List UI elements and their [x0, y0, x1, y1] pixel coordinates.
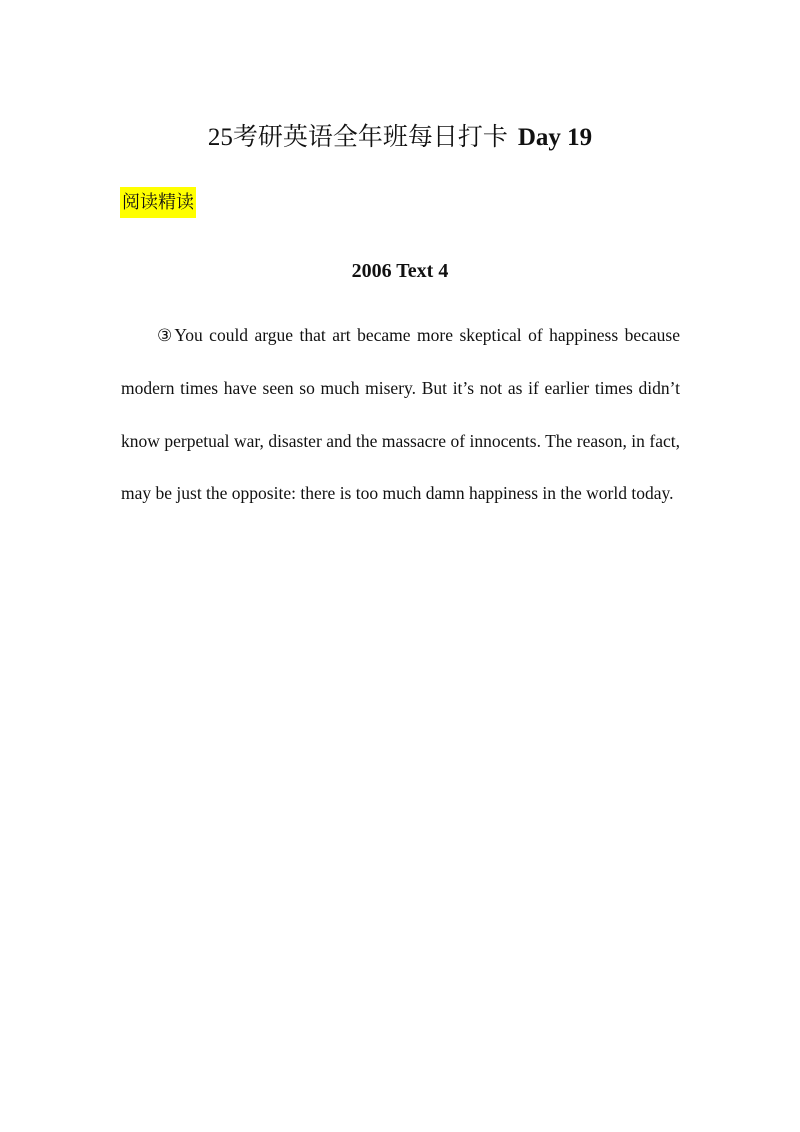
title-day: Day 19 — [517, 124, 593, 151]
reading-paragraph — [121, 309, 680, 520]
page-title — [0, 121, 800, 155]
title-chinese: 25考研英语全年班每日打卡 — [207, 124, 508, 151]
section-label-highlighted: 阅读精读 — [120, 187, 196, 218]
paragraph-text: You could argue that art became more skeptical of happiness because modern times have seen so much misery. But it’s not as if earlier times didn’t know perpetual war, disaster and the massacre of innocents. The reason, in fact, may be just the opposite: there is too much damn happiness in the world today. — [121, 325, 680, 504]
text-heading: 2006 Text 4 — [351, 260, 449, 282]
paragraph-number-marker: ③ — [157, 326, 175, 346]
